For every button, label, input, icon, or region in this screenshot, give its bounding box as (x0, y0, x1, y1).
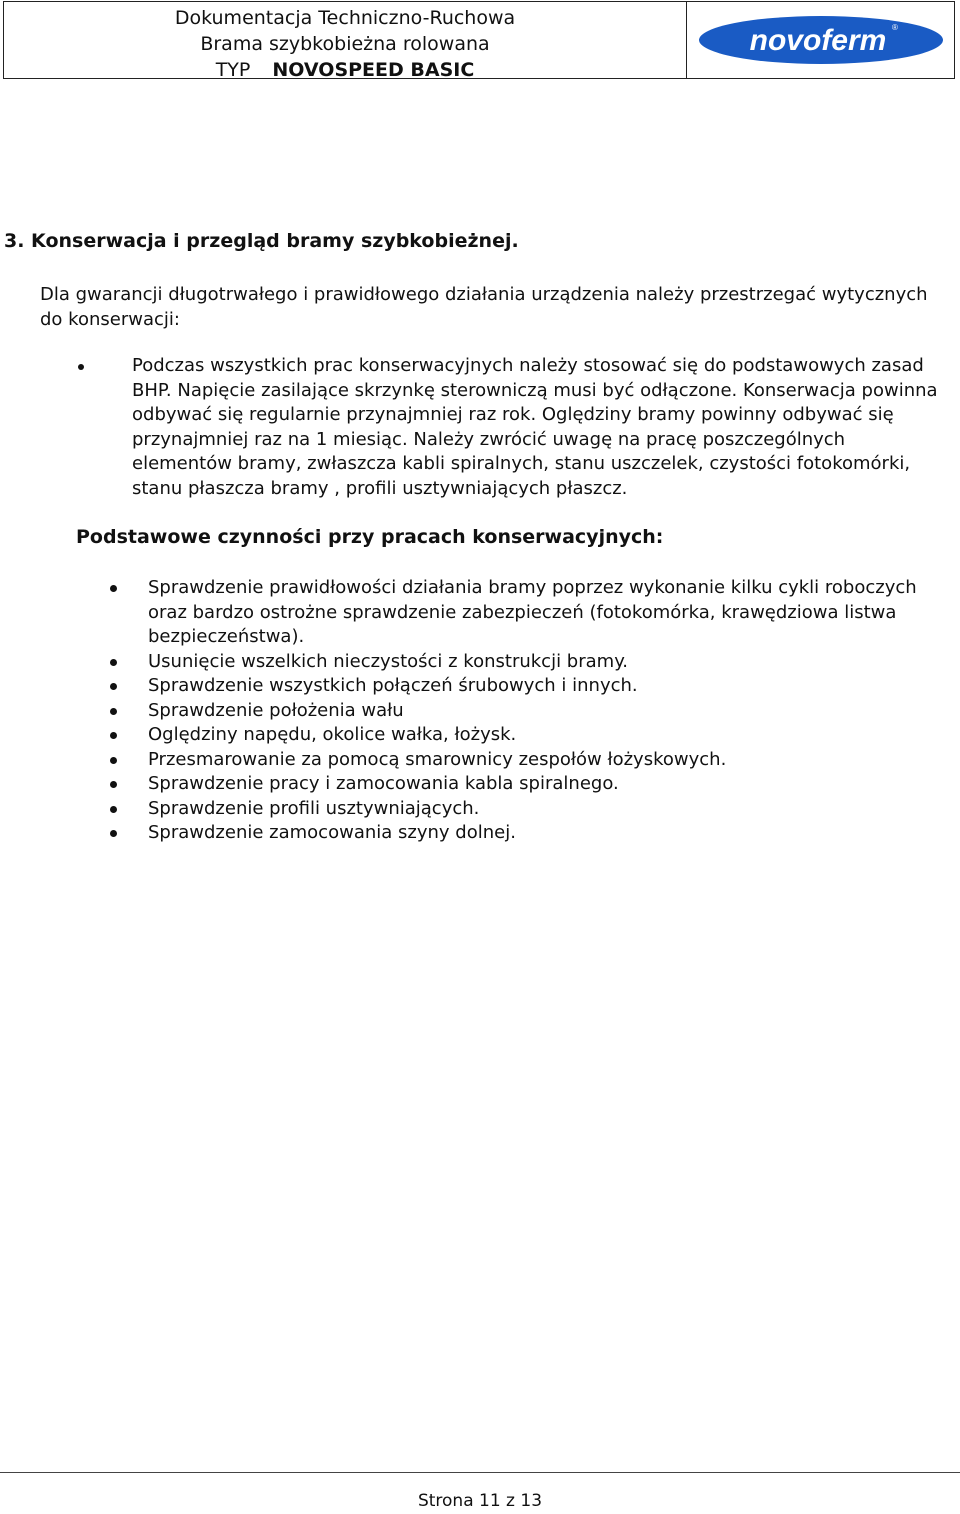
bullet-marker (110, 757, 117, 764)
bullet-marker (110, 830, 117, 837)
header-logo-block (687, 2, 954, 78)
header-type-value: NOVOSPEED BASIC (272, 59, 475, 81)
bullet-marker (110, 585, 117, 592)
bullet-marker (110, 659, 117, 666)
page-number: Strona 11 z 13 (417, 1491, 543, 1511)
list-item (110, 576, 958, 650)
intro-paragraph: Dla gwarancji długotrwałego i prawidłowego działania urządzenia należy przestrzegać wytycznych do konserwacji: (40, 284, 928, 330)
list-item (110, 699, 958, 724)
bullet-marker (110, 806, 117, 813)
safety-bullet-paragraph: Podczas wszystkich prac konserwacyjnych należy stosować się do podstawowych zasad BHP. Napięcie zasilające skrzynkę sterowniczą musi być odłączone. Konserwacja powinna odbywać się regularnie przynajmniej raz rok. Oględziny bramy powinny odbywać się przynajmniej raz na 1 miesiąc. Należy zwrócić uwagę na pracę poszczególnych elementów bramy, zwłaszcza kabli spiralnych, stanu uszczelek, czystości fotokomórki, stanu płaszcza bramy , profili usztywniających płaszcz. (132, 355, 938, 499)
task-text: Sprawdzenie prawidłowości działania bramy poprzez wykonanie kilku cykli roboczych oraz bardzo ostrożne sprawdzenie zabezpieczeń (fotokomórka, krawędziowa listwa bezpieczeństwa). (148, 577, 917, 647)
bullet-marker (110, 732, 117, 739)
list-item (110, 723, 958, 748)
logo-wordmark: novoferm (749, 24, 886, 57)
header-title-block (4, 2, 687, 81)
bullet-marker (78, 364, 84, 370)
task-text: Usunięcie wszelkich nieczystości z konstrukcji bramy. (148, 650, 628, 672)
list-item (110, 797, 958, 822)
bullet-marker (110, 683, 117, 690)
list-item (110, 650, 958, 675)
list-item (110, 821, 958, 846)
task-text: Sprawdzenie zamocowania szyny dolnej. (148, 822, 516, 843)
svg-text:®: ® (891, 23, 898, 32)
task-text: Sprawdzenie pracy i zamocowania kabla spiralnego. (148, 773, 619, 794)
task-text: Przesmarowanie za pomocą smarownicy zespołów łożyskowych. (148, 748, 727, 770)
footer-divider (0, 1472, 960, 1473)
list-item (110, 748, 958, 773)
task-text: Sprawdzenie położenia wału (148, 699, 404, 721)
list-item (110, 772, 958, 797)
list-item (110, 674, 958, 699)
header-type-line (4, 57, 686, 83)
section-title: 3. Konserwacja i przegląd bramy szybkobieżnej. (4, 230, 519, 252)
novoferm-logo (697, 14, 945, 66)
task-text: Sprawdzenie wszystkich połączeń śrubowych i innych. (148, 675, 638, 696)
header-product-name: Brama szybkobieżna rolowana (200, 33, 490, 55)
task-text: Oględziny napędu, okolice wałka, łożysk. (148, 724, 517, 745)
header-type-label: TYP (215, 59, 251, 81)
document-header (3, 1, 955, 79)
header-doc-title: Dokumentacja Techniczno-Ruchowa (174, 7, 516, 29)
bullet-marker (110, 708, 117, 715)
maintenance-task-list (110, 576, 958, 846)
task-text: Sprawdzenie profili usztywniających. (148, 797, 480, 819)
tasks-subheading: Podstawowe czynności przy pracach konserwacyjnych: (76, 526, 664, 548)
bullet-marker (110, 781, 117, 788)
